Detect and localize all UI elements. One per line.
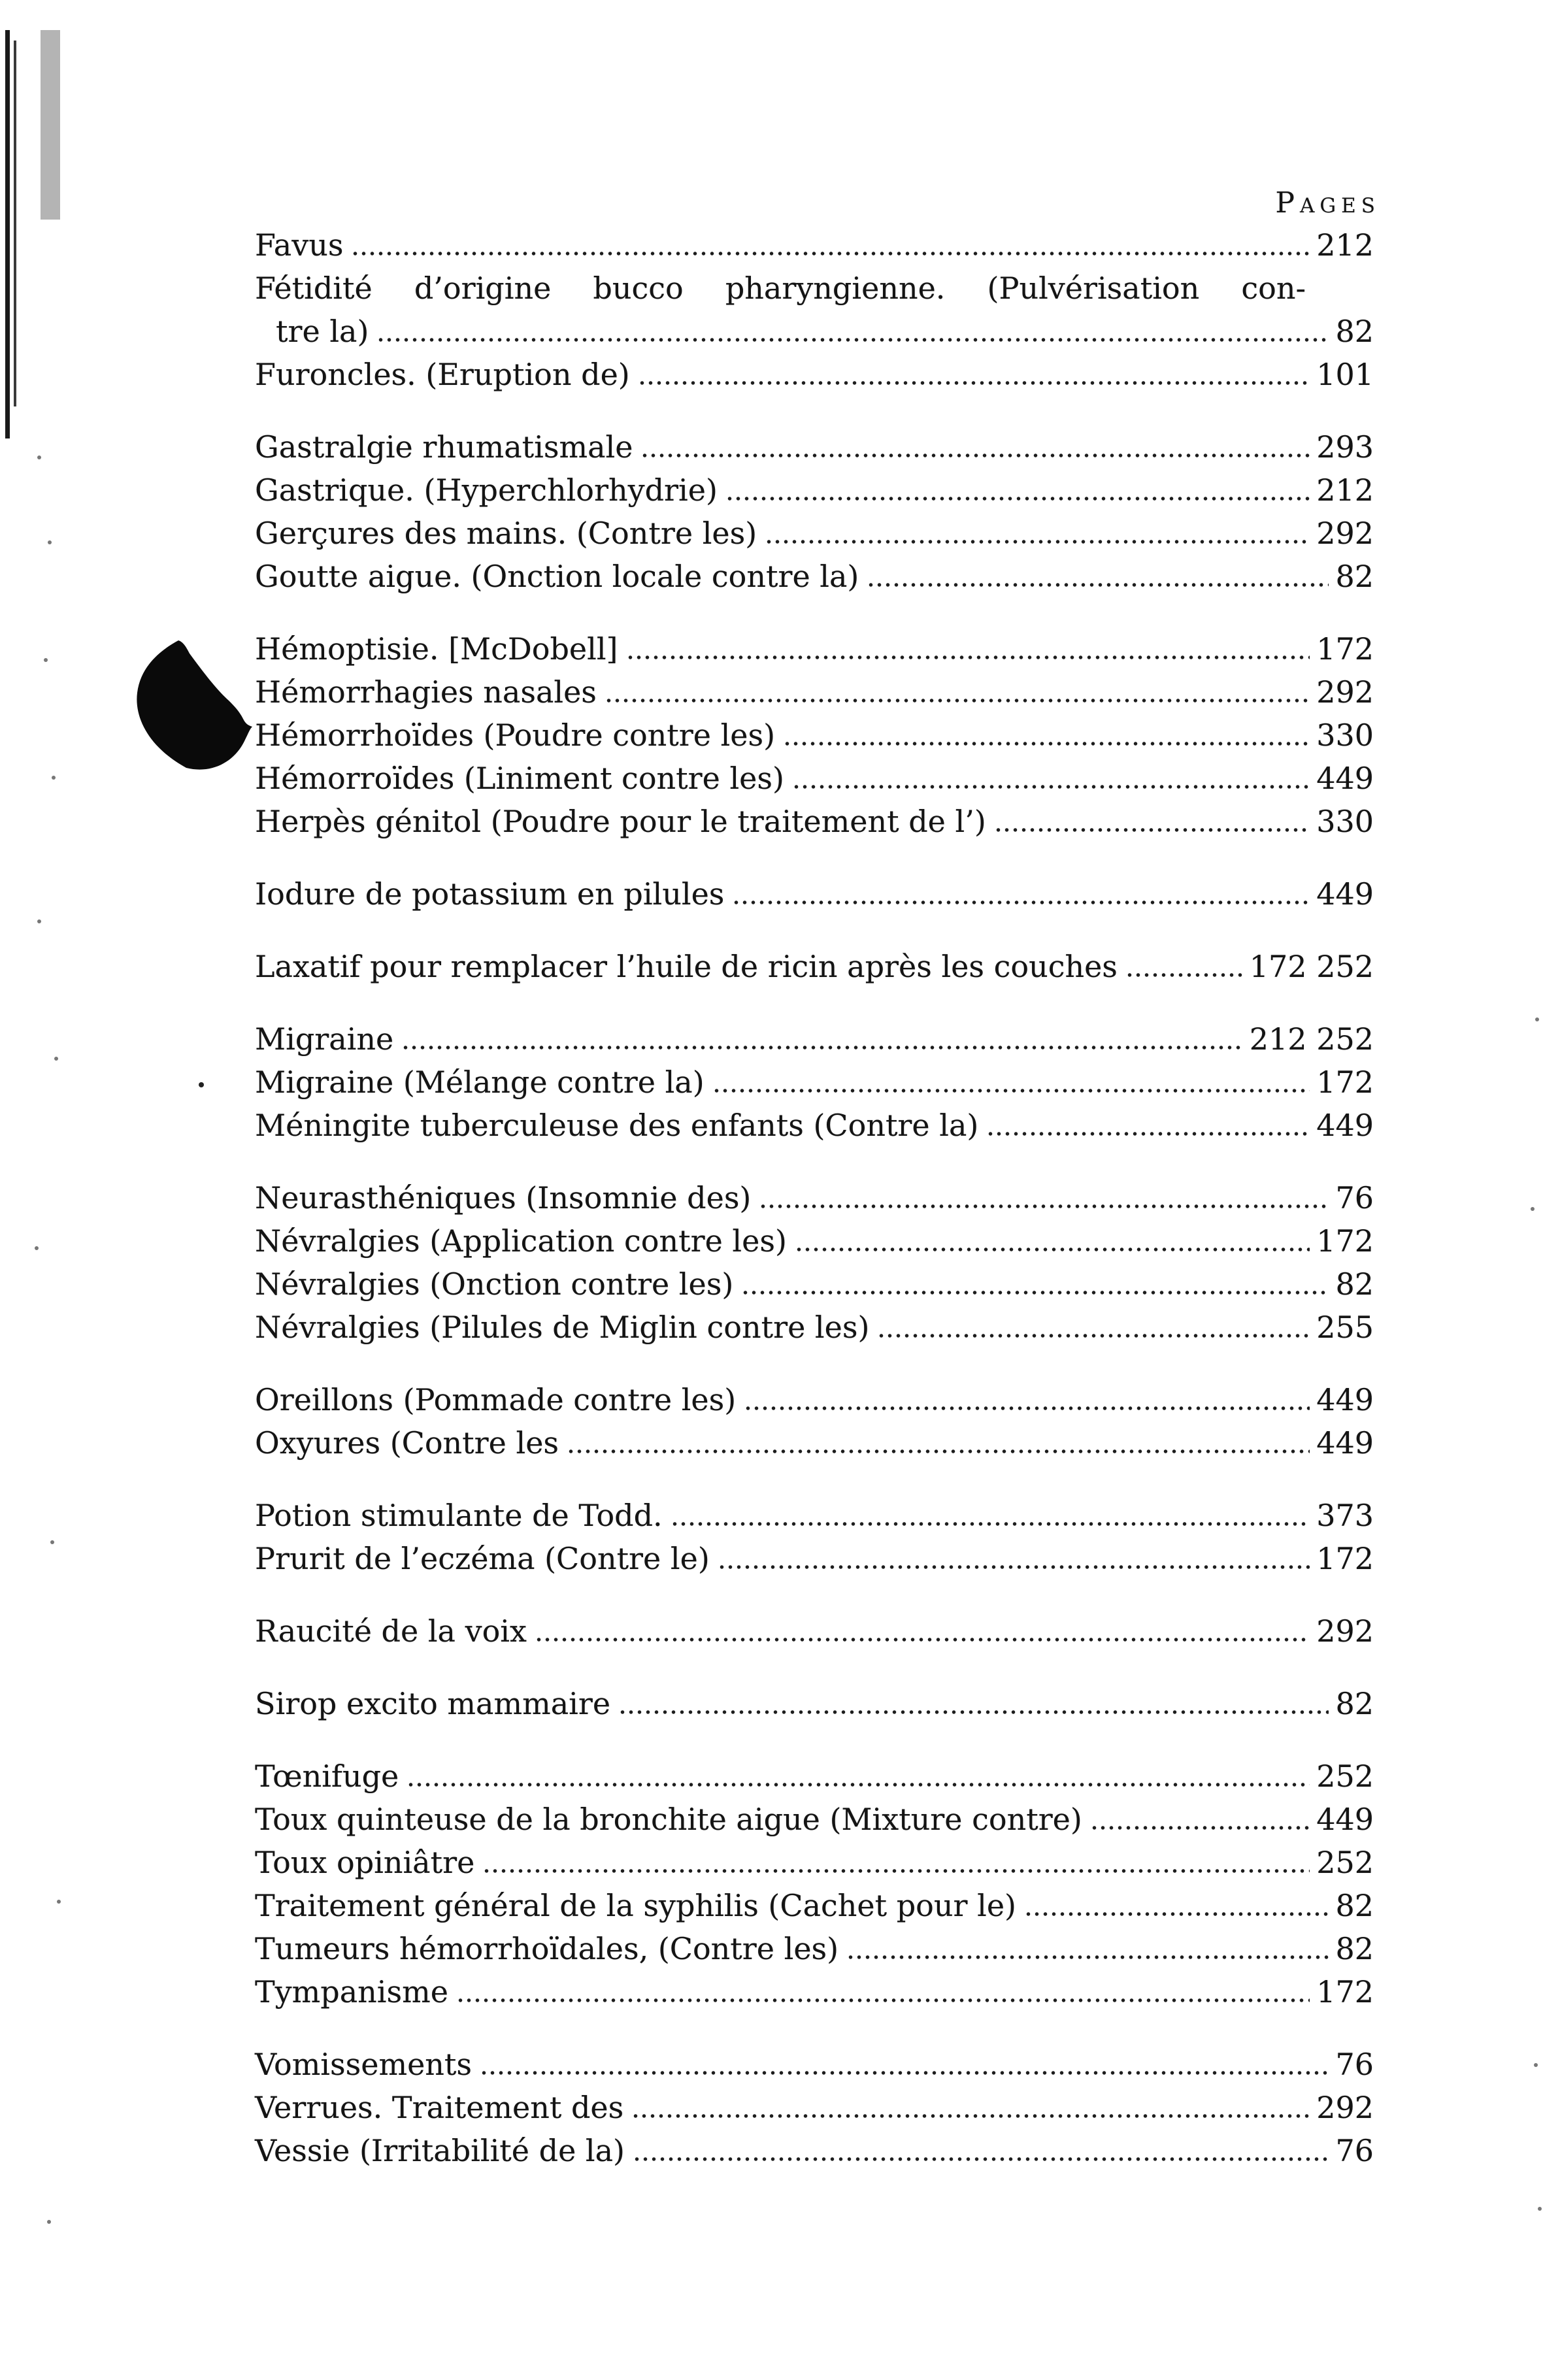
dot-leader [605, 670, 1310, 714]
index-group-g [255, 425, 1374, 598]
entry-page-number: 373 [1316, 1498, 1374, 1533]
entry-page-number: 449 [1316, 1108, 1374, 1143]
index-entry [255, 1494, 1374, 1537]
entry-page-number: 330 [1316, 718, 1374, 753]
index-entry [255, 1263, 1374, 1306]
entry-label: Prurit de l’eczéma (Contre le) [255, 1541, 710, 1576]
dot-leader [846, 1927, 1329, 1970]
scan-speck [57, 1900, 61, 1904]
entry-page-number: 252 [1316, 1845, 1374, 1880]
dot-leader [618, 1682, 1329, 1725]
index-entry [255, 469, 1374, 512]
entry-page-number: 212 [1316, 227, 1374, 263]
entry-page-number: 82 [1335, 559, 1374, 594]
dot-leader [725, 469, 1310, 512]
index-entry [255, 1306, 1374, 1349]
entry-page-number: 449 [1316, 876, 1374, 912]
dot-leader [480, 2043, 1329, 2086]
entry-page-number: 293 [1316, 429, 1374, 465]
entry-page-number: 76 [1335, 1180, 1374, 1215]
index-group-m [255, 1017, 1374, 1147]
dot-leader [1024, 1884, 1329, 1927]
entry-page-number: 449 [1316, 1425, 1374, 1461]
entry-label: Névralgies (Application contre les) [255, 1223, 787, 1259]
scan-speck [1531, 1207, 1535, 1211]
scan-speck [1534, 2063, 1538, 2067]
scan-speck [37, 919, 41, 923]
dot-leader [633, 2129, 1329, 2172]
entry-label: Gastrique. (Hyperchlorhydrie) [255, 472, 718, 508]
dot-leader [795, 1219, 1310, 1263]
index-entry [255, 2129, 1374, 2172]
scan-edge-smudge [41, 30, 60, 220]
dot-leader [759, 1176, 1329, 1219]
dot-leader [1090, 1798, 1310, 1841]
entry-label: Hémorrhoïdes (Poudre contre les) [255, 718, 776, 753]
dot-leader [994, 800, 1310, 843]
entry-label: Laxatif pour remplacer l’huile de ricin après les couches [255, 949, 1118, 984]
index-entry [255, 555, 1374, 598]
entry-page-number: 252 [1316, 1759, 1374, 1794]
scan-speck [199, 1082, 204, 1087]
entry-label: Migraine [255, 1021, 394, 1057]
dot-leader [712, 1061, 1310, 1104]
entry-page-number: 76 [1335, 2047, 1374, 2082]
entry-page-number: 292 [1316, 1613, 1374, 1649]
entry-label: Furoncles. (Eruption de) [255, 357, 630, 392]
entry-label: Sirop excito mammaire [255, 1686, 611, 1721]
index-group-l [255, 945, 1374, 988]
entry-page-number: 172 [1316, 631, 1374, 667]
index-entry [255, 2043, 1374, 2086]
entry-first-line [255, 267, 1374, 310]
entry-label: Gerçures des mains. (Contre les) [255, 516, 757, 551]
entry-label: Vomissements [255, 2047, 473, 2082]
entry-label: Névralgies (Onction contre les) [255, 1266, 734, 1302]
entry-label: Hémoptisie. [McDobell] [255, 631, 618, 667]
scan-speck [37, 455, 41, 459]
index-entry [255, 425, 1374, 469]
entry-label: Névralgies (Pilules de Miglin contre les) [255, 1310, 870, 1345]
index-entry [255, 1755, 1374, 1798]
entry-page-number: 101 [1316, 357, 1374, 392]
index-entry [255, 1927, 1374, 1970]
entry-page-number: 172 [1316, 1065, 1374, 1100]
entry-page-number: 82 [1335, 1686, 1374, 1721]
entry-page-number: 292 [1316, 2090, 1374, 2125]
entry-label: Raucité de la voix [255, 1613, 527, 1649]
index-group-i [255, 872, 1374, 916]
scan-speck [44, 658, 48, 662]
entry-page-number: 76 [1335, 2133, 1374, 2168]
dot-leader [407, 1755, 1310, 1798]
dot-leader [671, 1494, 1310, 1537]
entry-page-number: 449 [1316, 1382, 1374, 1417]
ink-blot-shape [137, 640, 252, 770]
dot-leader [1125, 945, 1243, 988]
dot-leader [535, 1610, 1310, 1653]
dot-leader [376, 310, 1329, 353]
entry-page-number: 292 [1316, 516, 1374, 551]
entry-page-number: 172 [1316, 1541, 1374, 1576]
index-entry [255, 1970, 1374, 2013]
entry-label: Vessie (Irritabilité de la) [255, 2133, 625, 2168]
index-entry [255, 1219, 1374, 1263]
index-group-v [255, 2043, 1374, 2172]
dot-leader [783, 714, 1310, 757]
index-entry [255, 757, 1374, 800]
scan-speck [47, 2220, 51, 2224]
dot-leader [718, 1537, 1310, 1580]
entry-label-continuation: tre la) [276, 314, 369, 349]
entry-label: Tœnifuge [255, 1759, 399, 1794]
index-group-h [255, 627, 1374, 843]
entry-page-number: 449 [1316, 1802, 1374, 1837]
index-entry [255, 1610, 1374, 1653]
pages-column-header: Pages [1275, 186, 1380, 220]
entry-label: Potion stimulante de Todd. [255, 1498, 663, 1533]
index-entry [255, 670, 1374, 714]
scan-edge-bar [5, 30, 10, 438]
entry-label: Fétidité d’origine bucco pharyngienne. (Pulvérisation con- [255, 271, 1306, 306]
index-entry [255, 223, 1374, 267]
index-entry [255, 2086, 1374, 2129]
index-group-s [255, 1682, 1374, 1725]
dot-leader [732, 872, 1310, 916]
index-entry [255, 627, 1374, 670]
entry-label: Favus [255, 227, 344, 263]
entry-label: Migraine (Mélange contre la) [255, 1065, 705, 1100]
dot-leader [765, 512, 1310, 555]
index-entry [255, 1798, 1374, 1841]
index-group-n [255, 1176, 1374, 1349]
index-group-t [255, 1755, 1374, 2013]
index-entry [255, 1176, 1374, 1219]
index-group-r [255, 1610, 1374, 1653]
entry-continuation-line [255, 310, 1374, 353]
entry-label: Neurasthéniques (Insomnie des) [255, 1180, 752, 1215]
index-entry [255, 872, 1374, 916]
entry-label: Oxyures (Contre les [255, 1425, 559, 1461]
entry-page-number: 255 [1316, 1310, 1374, 1345]
scan-speck [54, 1057, 58, 1061]
dot-leader [351, 223, 1310, 267]
index-entry [255, 1841, 1374, 1884]
index-group-p [255, 1494, 1374, 1580]
index-list [255, 223, 1374, 2172]
index-entry [255, 1537, 1374, 1580]
index-entry [255, 1061, 1374, 1104]
entry-page-number: 82 [1335, 1266, 1374, 1302]
dot-leader [401, 1017, 1243, 1061]
entry-label: Iodure de potassium en pilules [255, 876, 725, 912]
index-entry [255, 1017, 1374, 1061]
entry-page-number: 172 [1316, 1223, 1374, 1259]
dot-leader [792, 757, 1310, 800]
dot-leader [567, 1421, 1310, 1464]
index-entry [255, 1682, 1374, 1725]
index-entry [255, 1378, 1374, 1421]
entry-page-number: 82 [1335, 1931, 1374, 1966]
dot-leader [482, 1841, 1310, 1884]
entry-label: Toux quinteuse de la bronchite aigue (Mixture contre) [255, 1802, 1082, 1837]
scan-speck [1538, 2207, 1542, 2211]
index-entry [255, 1421, 1374, 1464]
dot-leader [456, 1970, 1310, 2013]
entry-label: Tympanisme [255, 1974, 448, 2009]
entry-label: Méningite tuberculeuse des enfants (Contre la) [255, 1108, 979, 1143]
dot-leader [744, 1378, 1310, 1421]
entry-label: Oreillons (Pommade contre les) [255, 1382, 737, 1417]
entry-page-number: 449 [1316, 761, 1374, 796]
index-entry [255, 714, 1374, 757]
dot-leader [640, 425, 1310, 469]
index-group-f [255, 223, 1374, 396]
dot-leader [626, 627, 1310, 670]
dot-leader [877, 1306, 1310, 1349]
dot-leader [631, 2086, 1310, 2129]
scan-speck [50, 1540, 54, 1544]
scan-edge-line [14, 41, 16, 406]
entry-page-number: 212 [1316, 472, 1374, 508]
entry-page-number: 172 252 [1249, 949, 1374, 984]
scan-speck [48, 540, 52, 544]
entry-label: Hémorroïdes (Liniment contre les) [255, 761, 784, 796]
entry-page-number: 212 252 [1249, 1021, 1374, 1057]
entry-label: Tumeurs hémorrhoïdales, (Contre les) [255, 1931, 839, 1966]
index-entry [255, 267, 1374, 353]
index-entry [255, 945, 1374, 988]
dot-leader [741, 1263, 1329, 1306]
index-entry [255, 1884, 1374, 1927]
entry-page-number: 330 [1316, 804, 1374, 839]
entry-label: Traitement général de la syphilis (Cachet pour le) [255, 1888, 1016, 1923]
dot-leader [986, 1104, 1310, 1147]
index-entry [255, 1104, 1374, 1147]
ink-blot [124, 627, 261, 784]
entry-page-number: 82 [1335, 1888, 1374, 1923]
entry-label: Hémorrhagies nasales [255, 674, 597, 710]
entry-page-number: 82 [1335, 314, 1374, 349]
entry-label: Gastralgie rhumatismale [255, 429, 633, 465]
dot-leader [867, 555, 1329, 598]
index-group-o [255, 1378, 1374, 1464]
entry-label: Verrues. Traitement des [255, 2090, 624, 2125]
entry-label: Toux opiniâtre [255, 1845, 475, 1880]
entry-label: Goutte aigue. (Onction locale contre la) [255, 559, 859, 594]
scan-speck [35, 1246, 39, 1250]
index-entry [255, 800, 1374, 843]
scan-speck [1535, 1017, 1539, 1021]
scan-speck [52, 776, 56, 780]
index-entry [255, 512, 1374, 555]
entry-page-number: 172 [1316, 1974, 1374, 2009]
entry-label: Herpès génitol (Poudre pour le traitement de l’) [255, 804, 986, 839]
index-entry [255, 353, 1374, 396]
dot-leader [638, 353, 1310, 396]
entry-page-number: 292 [1316, 674, 1374, 710]
